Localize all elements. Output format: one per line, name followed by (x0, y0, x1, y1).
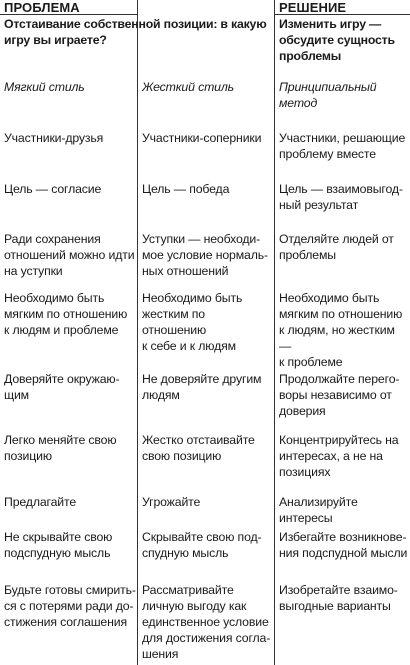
solution-subtitle: Изменить игру — обсудите сущность проблемы (279, 17, 395, 63)
row-1-principled: Участники, решающие проблему вместе (279, 131, 406, 161)
column-divider-right (274, 0, 275, 665)
row-9-principled: Изобретайте взаимо- выгодные варианты (279, 583, 398, 613)
row-4-soft: Необходимо быть мягким по отношению к людям и проблеме (4, 291, 128, 337)
column-label-hard: Жесткий стиль (142, 80, 234, 94)
row-9-hard: Рассматривайте личную выгоду как единственное условие для достижения согла- шения (142, 583, 271, 661)
row-6-hard: Жестко отстаивайте свою позицию (142, 433, 255, 463)
row-5-principled: Продолжайте перего- воры независимо от доверия (279, 372, 400, 418)
row-3-hard: Уступки — необходи- мое условие нормаль- ных отношений (142, 232, 268, 278)
row-6-soft: Легко меняйте свою позицию (4, 433, 117, 463)
row-7-hard: Угрожайте (142, 495, 201, 509)
problem-subtitle: Отстаивание собственной позиции: в какую игру вы играете? (4, 17, 267, 47)
column-divider-left (137, 0, 138, 665)
problem-title: ПРОБЛЕМА (4, 0, 80, 15)
row-5-soft: Доверяйте окружаю- щим (4, 372, 120, 402)
row-4-hard: Необходимо быть жестким по отношению к себе и к людям (142, 291, 243, 353)
solution-title: РЕШЕНИЕ (279, 0, 347, 15)
row-3-principled: Отделяйте людей от проблемы (279, 232, 394, 262)
row-7-soft: Предлагайте (4, 495, 77, 509)
row-3-soft: Ради сохранения отношений можно идти на уступки (4, 232, 135, 278)
row-2-hard: Цель — победа (142, 182, 230, 196)
row-5-hard: Не доверяйте другим людям (142, 372, 262, 402)
row-1-soft: Участники-друзья (4, 131, 104, 145)
row-6-principled: Концентрируйтесь на интересах, а не на позициях (279, 433, 399, 479)
row-8-hard: Скрывайте свою под- спудную мысль (142, 530, 262, 560)
row-1-hard: Участники-соперники (142, 131, 262, 145)
row-2-principled: Цель — взаимовыгод- ный результат (279, 182, 403, 212)
row-4-principled: Необходимо быть мягким по отношению к людям, но жестким — к проблеме (279, 291, 403, 369)
row-7-principled: Анализируйте интересы (279, 495, 358, 525)
column-label-principled: Принципиальный метод (279, 80, 377, 110)
row-8-principled: Избегайте возникнове- ния подспудной мысли (279, 530, 408, 560)
row-9-soft: Будьте готовы смирить- ся с потерями ради до- стижения соглашения (4, 583, 136, 629)
row-2-soft: Цель — согласие (4, 182, 102, 196)
row-8-soft: Не скрывайте свою подспудную мысль (4, 530, 113, 560)
column-label-soft: Мягкий стиль (4, 80, 85, 94)
